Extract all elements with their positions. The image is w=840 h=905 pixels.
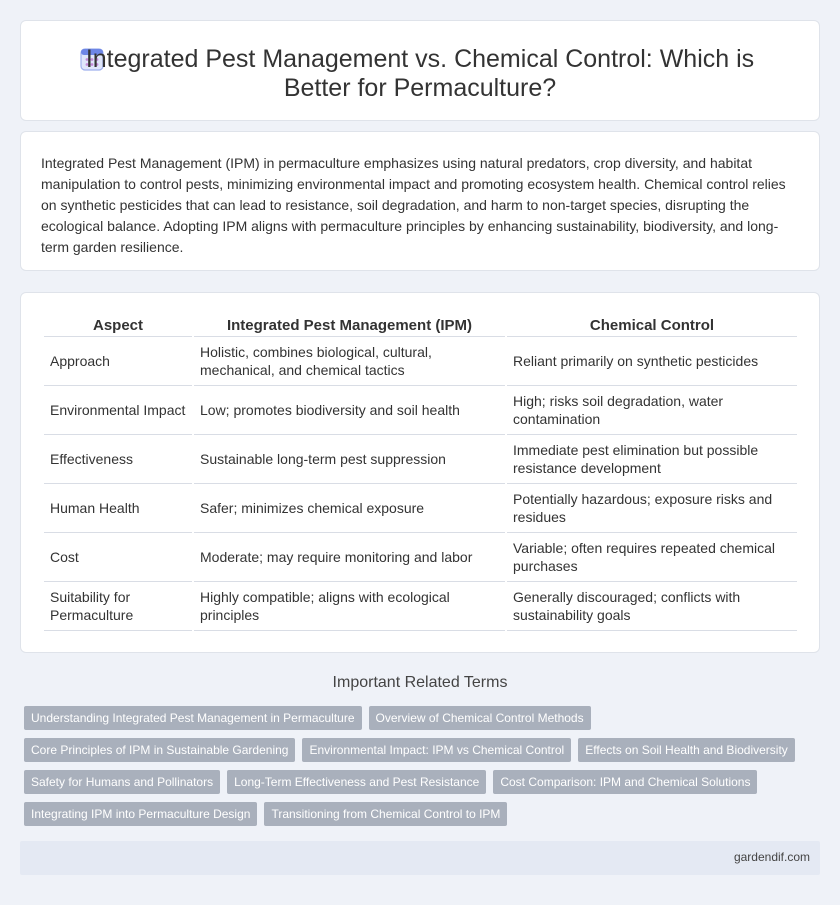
table-row [44, 386, 797, 435]
table-cell: Safer; minimizes chemical exposure [194, 484, 505, 533]
comparison-card [20, 292, 820, 653]
related-term-tag[interactable]: Long-Term Effectiveness and Pest Resistance [227, 770, 486, 794]
table-cell: Generally discouraged; conflicts with sustainability goals [507, 582, 797, 631]
table-cell: Cost [44, 533, 192, 582]
table-row [44, 337, 797, 386]
related-term-tag[interactable]: Transitioning from Chemical Control to IPM [264, 802, 507, 826]
related-term-tag[interactable]: Environmental Impact: IPM vs Chemical Control [302, 738, 571, 762]
title-card [20, 20, 820, 121]
table-cell: Human Health [44, 484, 192, 533]
table-cell: Moderate; may require monitoring and labor [194, 533, 505, 582]
related-term-tag[interactable]: Core Principles of IPM in Sustainable Gardening [24, 738, 295, 762]
related-terms-list [24, 706, 824, 834]
related-term-tag[interactable]: Cost Comparison: IPM and Chemical Solutions [493, 770, 757, 794]
table-cell: Sustainable long-term pest suppression [194, 435, 505, 484]
footer-bar [20, 841, 820, 875]
table-cell: Holistic, combines biological, cultural, mechanical, and chemical tactics [194, 337, 505, 386]
related-term-tag[interactable]: Integrating IPM into Permaculture Design [24, 802, 257, 826]
table-cell: Effectiveness [44, 435, 192, 484]
table-row [44, 582, 797, 631]
table-cell: Approach [44, 337, 192, 386]
related-term-tag[interactable]: Overview of Chemical Control Methods [369, 706, 591, 730]
column-header-aspect: Aspect [44, 315, 192, 337]
related-term-tag[interactable]: Effects on Soil Health and Biodiversity [578, 738, 795, 762]
table-row [44, 435, 797, 484]
table-cell: Suitability for Permaculture [44, 582, 192, 631]
page-title: Integrated Pest Management vs. Chemical Control: Which is Better for Permaculture? [85, 45, 755, 102]
related-term-tag[interactable]: Safety for Humans and Pollinators [24, 770, 220, 794]
intro-paragraph: Integrated Pest Management (IPM) in permaculture emphasizes using natural predators, crop diversity, and habitat manipulation to control pests, minimizing environmental impact and promoting ecosystem health. Chemical control relies on synthetic pesticides that can lead to resistance, soil degradation, and harm to non-target species, disrupting the ecological balance. Adopting IPM aligns with permaculture principles by enhancing sustainability, biodiversity, and long-term garden resilience. [41, 155, 786, 255]
related-terms-heading: Important Related Terms [332, 674, 508, 691]
column-header-chemical: Chemical Control [507, 315, 797, 337]
table-cell: Reliant primarily on synthetic pesticides [507, 337, 797, 386]
table-row [44, 533, 797, 582]
table-cell: Environmental Impact [44, 386, 192, 435]
table-cell: High; risks soil degradation, water contamination [507, 386, 797, 435]
table-row [44, 484, 797, 533]
comparison-table [42, 315, 799, 631]
table-header-row [44, 315, 797, 337]
footer-site-link[interactable]: gardendif.com [733, 850, 810, 864]
table-cell: Potentially hazardous; exposure risks and residues [507, 484, 797, 533]
table-cell: Variable; often requires repeated chemical purchases [507, 533, 797, 582]
table-cell: Low; promotes biodiversity and soil health [194, 386, 505, 435]
table-cell: Immediate pest elimination but possible resistance development [507, 435, 797, 484]
related-term-tag[interactable]: Understanding Integrated Pest Management in Permaculture [24, 706, 362, 730]
column-header-ipm: Integrated Pest Management (IPM) [194, 315, 505, 337]
intro-card [20, 131, 820, 271]
table-cell: Highly compatible; aligns with ecological principles [194, 582, 505, 631]
